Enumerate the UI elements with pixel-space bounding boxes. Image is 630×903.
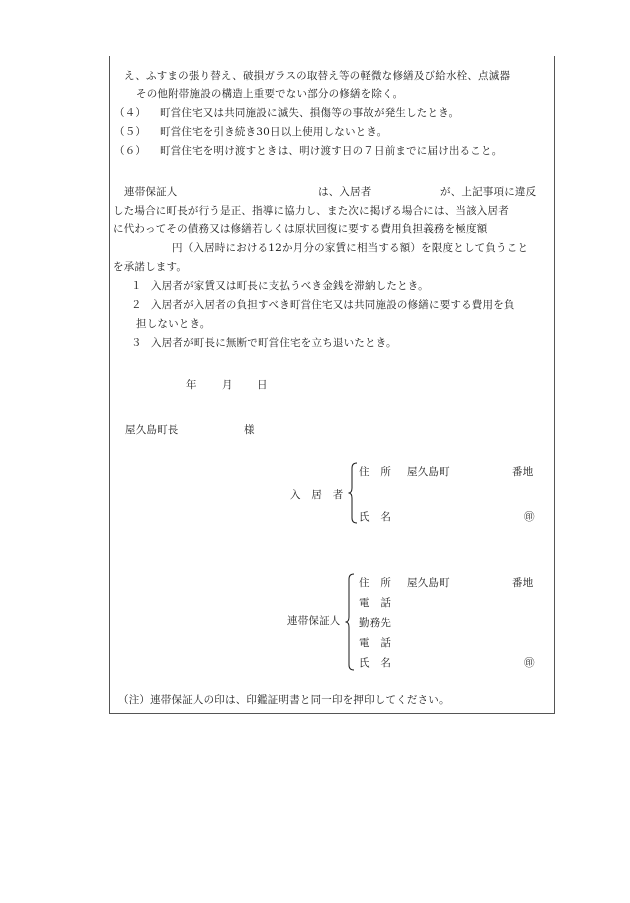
footnote: （注）連帯保証人の印は、印鑑証明書と同一印を押印してください。: [118, 694, 450, 706]
continued-text-line: え、ふすまの張り替え、破損ガラスの取替え等の軽微な修繕及び給水栓、点滅器: [124, 70, 511, 82]
tenant-address-suffix: 番地: [512, 466, 534, 478]
item-text: 町営住宅又は共同施設に滅失、損傷等の事故が発生したとき。: [160, 107, 460, 119]
paragraph-line: に代わってその債務又は修繕若しくは原状回復に要する費用負担義務を極度額: [113, 223, 488, 235]
condition-text-cont: 担しないとき。: [136, 318, 211, 330]
tenant-address-town: 屋久島町: [407, 466, 450, 478]
guarantor-address-suffix: 番地: [512, 577, 534, 589]
date-day: 日: [257, 379, 268, 391]
tenant-brace: [348, 462, 358, 524]
guarantor-workplace-label: 勤務先: [359, 617, 392, 629]
item-number: （５）: [114, 126, 147, 138]
date-year: 年: [186, 379, 197, 391]
item-number: （６）: [114, 145, 147, 157]
paragraph-line: を承諾します。: [113, 261, 188, 273]
item-number: （４）: [114, 107, 147, 119]
date-month: 月: [222, 379, 233, 391]
condition-number: ２: [131, 299, 142, 311]
guarantor-intro: 連帯保証人: [124, 186, 178, 198]
violation-text: が、上記事項に違反: [440, 186, 537, 198]
continued-text-line: その他附帯施設の構造上重要でない部分の修繕を除く。: [136, 88, 404, 100]
item-text: 町営住宅を引き続き30日以上使用しないとき。: [160, 126, 388, 138]
guarantor-name-label: 氏 名: [359, 657, 392, 669]
guarantor-work-phone-label: 電 話: [359, 637, 392, 649]
tenant-name-label: 氏 名: [359, 511, 392, 523]
addressee-name: 屋久島町長: [125, 424, 179, 436]
guarantor-address-label: 住 所: [359, 577, 392, 589]
condition-text: 入居者が町長に無断で町営住宅を立ち退いたとき。: [151, 337, 397, 349]
guarantor-seal-mark: ㊞: [524, 657, 535, 669]
item-text: 町営住宅を明け渡すときは、明け渡す日の７日前までに届け出ること。: [160, 145, 503, 157]
tenant-ref: は、入居者: [318, 186, 372, 198]
paragraph-line: した場合に町長が行う是正、指導に協力し、また次に掲げる場合には、当該入居者: [113, 205, 509, 217]
condition-text: 入居者が入居者の負担すべき町営住宅又は共同施設の修繕に要する費用を負: [151, 299, 515, 311]
guarantor-address-town: 屋久島町: [407, 577, 450, 589]
condition-text: 入居者が家賃又は町長に支払うべき金銭を滞納したとき。: [151, 280, 429, 292]
tenant-seal-mark: ㊞: [524, 511, 535, 523]
tenant-label: 入 居 者: [290, 489, 344, 501]
guarantor-label: 連帯保証人: [287, 615, 341, 627]
condition-number: ３: [131, 337, 142, 349]
guarantor-brace: [345, 573, 355, 671]
paragraph-line: 円（入居時における12か月分の家賃に相当する額）を限度として負うこと: [172, 242, 529, 254]
tenant-address-label: 住 所: [359, 466, 392, 478]
addressee-suffix: 様: [244, 424, 255, 436]
guarantor-phone-label: 電 話: [359, 597, 392, 609]
condition-number: １: [131, 280, 142, 292]
